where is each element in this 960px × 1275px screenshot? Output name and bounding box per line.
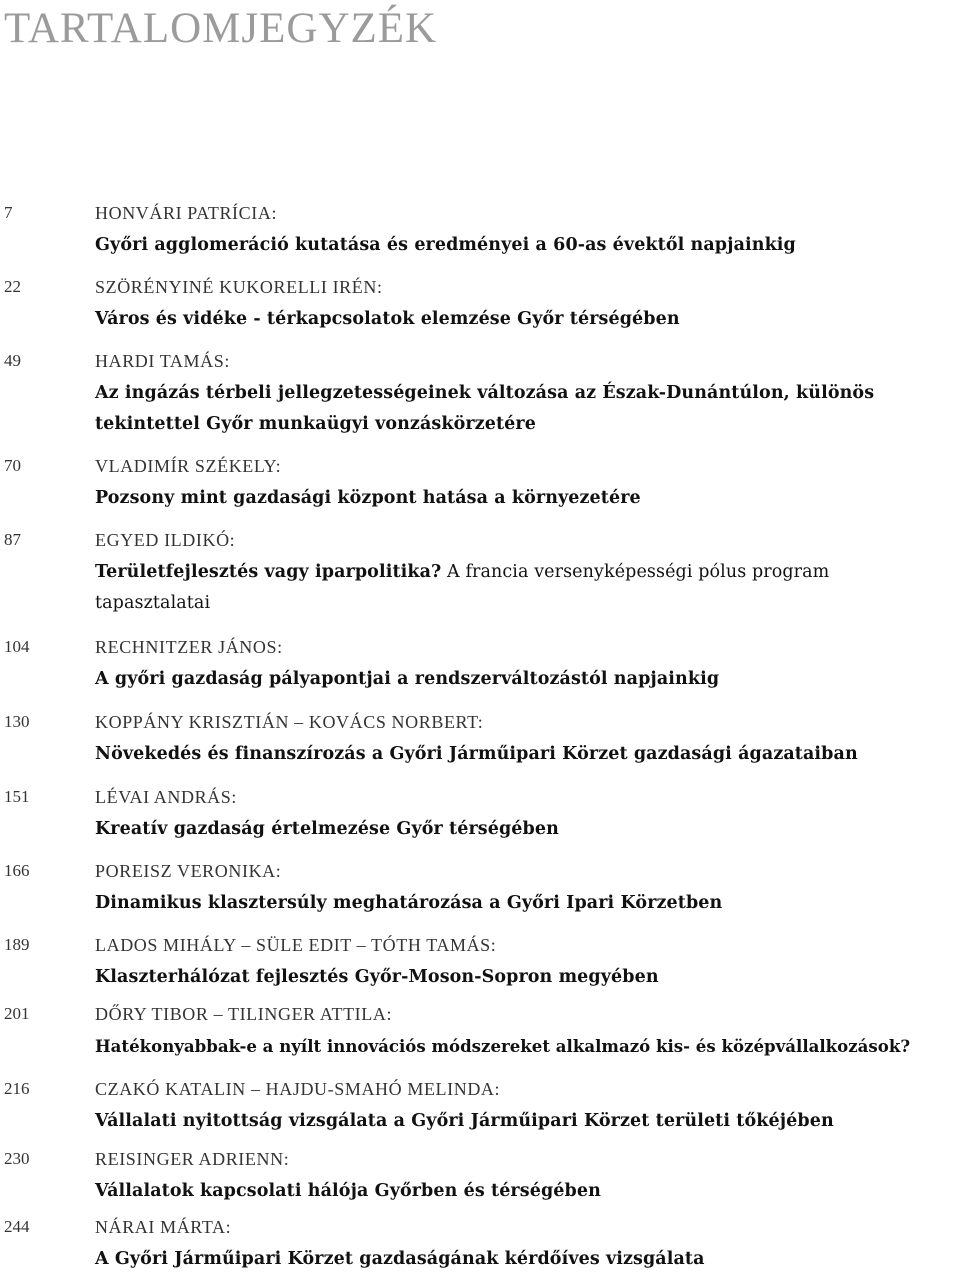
entry-title: A győri gazdaság pályapontjai a rendszerváltozástól napjainkig [95, 669, 720, 689]
entry-author: HARDI TAMÁS: [95, 351, 230, 371]
entry-author: EGYED ILDIKÓ: [95, 530, 236, 550]
entry-author: DŐRY TIBOR – TILINGER ATTILA: [95, 1004, 393, 1024]
page-number: 216 [4, 1079, 30, 1098]
entry-author: SZÖRÉNYINÉ KUKORELLI IRÉN: [95, 277, 383, 297]
entry-title: Klaszterhálózat fejlesztés Győr-Moson-Sopron megyében [95, 967, 659, 987]
entry-author: RECHNITZER JÁNOS: [95, 637, 283, 657]
entry-title: Növekedés és finanszírozás a Győri Járműipari Körzet gazdasági ágazataiban [95, 744, 858, 764]
entry-title [95, 557, 915, 619]
entry-title: Dinamikus klasztersúly meghatározása a Győri Ipari Körzetben [95, 893, 723, 913]
page-title: TARTALOMJEGYZÉK [4, 5, 438, 52]
page-number: 201 [4, 1004, 30, 1023]
page-number: 166 [4, 861, 30, 880]
page-number: 151 [4, 787, 30, 806]
entry-title-bold: Területfejlesztés vagy iparpolitika? [95, 562, 442, 582]
entry-title: Kreatív gazdaság értelmezése Győr térségében [95, 819, 559, 839]
entry-author: REISINGER ADRIENN: [95, 1149, 290, 1169]
entry-title-regular: A francia versenyképességi pólus program tapasztalatai [95, 562, 830, 613]
page-number: 104 [4, 637, 30, 656]
entry-author: VLADIMÍR SZÉKELY: [95, 456, 282, 476]
entry-title: Győri agglomeráció kutatása és eredményei a 60-as évektől napjainkig [95, 235, 796, 255]
entry-title: Pozsony mint gazdasági központ hatása a környezetére [95, 488, 641, 508]
entry-author: KOPPÁNY KRISZTIÁN – KOVÁCS NORBERT: [95, 712, 484, 732]
page-number: 130 [4, 712, 30, 731]
page-number: 7 [4, 203, 13, 222]
entry-author: POREISZ VERONIKA: [95, 861, 282, 881]
entry-author: CZAKÓ KATALIN – HAJDU-SMAHÓ MELINDA: [95, 1079, 501, 1099]
page-number: 22 [4, 277, 21, 296]
page-number: 87 [4, 530, 21, 549]
entry-title: Az ingázás térbeli jellegzetességeinek változása az Észak-Dunántúlon, különös tekintettel Győr munkaügyi vonzáskörzetére [95, 383, 875, 434]
entry-title: Hatékonyabbak-e a nyílt innovációs módszereket alkalmazó kis- és középvállalkozások? [95, 1036, 911, 1056]
entry-title: A Győri Járműipari Körzet gazdaságának kérdőíves vizsgálata [95, 1249, 705, 1269]
entry-author: NÁRAI MÁRTA: [95, 1217, 232, 1237]
entry-title: Város és vidéke - térkapcsolatok elemzése Győr térségében [95, 309, 680, 329]
page-number: 189 [4, 935, 30, 954]
entry-author: LADOS MIHÁLY – SÜLE EDIT – TÓTH TAMÁS: [95, 935, 497, 955]
page-number: 244 [4, 1217, 30, 1236]
page-number: 70 [4, 456, 21, 475]
entry-author: HONVÁRI PATRÍCIA: [95, 203, 278, 223]
page-number: 230 [4, 1149, 30, 1168]
entry-title: Vállalati nyitottság vizsgálata a Győri Járműipari Körzet területi tőkéjében [95, 1111, 834, 1131]
page-number: 49 [4, 351, 21, 370]
entry-author: LÉVAI ANDRÁS: [95, 787, 237, 807]
entry-title: Vállalatok kapcsolati hálója Győrben és térségében [95, 1181, 601, 1201]
